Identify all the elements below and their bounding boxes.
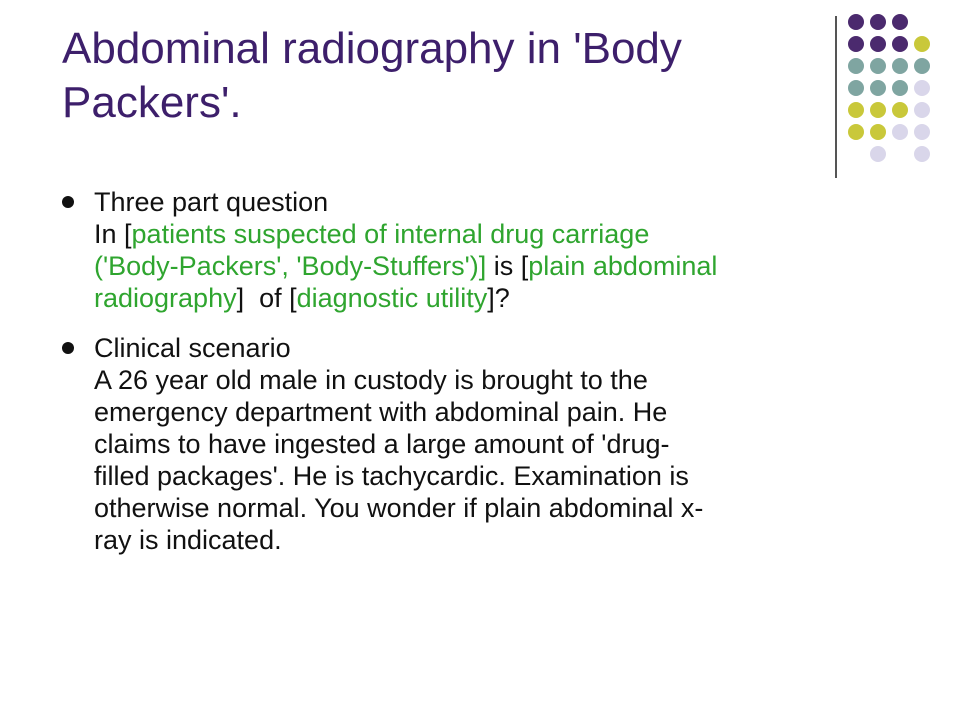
- text-segment: ] of [: [236, 283, 297, 313]
- decorative-dot: [870, 58, 886, 74]
- bullet-text-line: [94, 364, 902, 396]
- decorative-dot: [870, 80, 886, 96]
- decorative-dot: [892, 14, 908, 30]
- highlighted-term: patients suspected of internal drug carriage: [131, 219, 650, 249]
- decorative-dot: [914, 36, 930, 52]
- decorative-dot: [848, 58, 864, 74]
- title-divider: [835, 16, 837, 178]
- decorative-dot: [892, 124, 908, 140]
- text-segment: filled packages'. He is tachycardic. Examination is: [94, 461, 689, 491]
- bullet-text-line: [94, 396, 902, 428]
- bullet-text-line: [94, 460, 902, 492]
- bullet-heading: Three part question: [94, 187, 329, 217]
- slide-title: Abdominal radiography in 'Body Packers'.: [62, 24, 682, 127]
- text-segment: ]?: [487, 283, 510, 313]
- highlighted-term: radiography: [94, 283, 237, 313]
- decorative-dot: [914, 146, 930, 162]
- decorative-dot: [914, 58, 930, 74]
- bullet-text-line: [94, 282, 902, 314]
- decorative-dot: [892, 36, 908, 52]
- text-segment: otherwise normal. You wonder if plain abdominal x-: [94, 493, 704, 523]
- decorative-dot: [848, 14, 864, 30]
- decorative-dot: [892, 102, 908, 118]
- bullet-dot-icon: [62, 342, 74, 354]
- decorative-dot: [870, 36, 886, 52]
- bullet-item: [62, 186, 902, 314]
- decorative-dot: [914, 124, 930, 140]
- bullet-list: [62, 186, 902, 574]
- highlighted-term: diagnostic utility: [296, 283, 488, 313]
- decorative-dot: [914, 102, 930, 118]
- bullet-heading: Clinical scenario: [94, 333, 291, 363]
- bullet-text-line: [94, 428, 902, 460]
- bullet-text-line: [94, 524, 902, 556]
- highlighted-term: plain abdominal: [528, 251, 718, 281]
- decorative-dot: [892, 80, 908, 96]
- decorative-dot: [892, 58, 908, 74]
- decorative-dot: [848, 124, 864, 140]
- decorative-dot: [914, 80, 930, 96]
- bullet-text-line: [94, 492, 902, 524]
- decorative-dot: [870, 146, 886, 162]
- text-segment: emergency department with abdominal pain. He: [94, 397, 668, 427]
- bullet-dot-icon: [62, 196, 74, 208]
- decorative-dot: [870, 14, 886, 30]
- decorative-dot: [848, 80, 864, 96]
- decorative-dot: [848, 36, 864, 52]
- highlighted-term: ('Body-Packers', 'Body-Stuffers')]: [94, 251, 487, 281]
- bullet-item: [62, 332, 902, 556]
- decorative-dot: [848, 102, 864, 118]
- bullet-text-line: [94, 250, 902, 282]
- text-segment: In [: [94, 219, 132, 249]
- text-segment: ray is indicated.: [94, 525, 282, 555]
- decorative-dot: [870, 102, 886, 118]
- text-segment: claims to have ingested a large amount of 'drug-: [94, 429, 670, 459]
- text-segment: A 26 year old male in custody is brought to the: [94, 365, 648, 395]
- text-segment: is [: [486, 251, 529, 281]
- bullet-text-line: [94, 218, 902, 250]
- decorative-dot: [870, 124, 886, 140]
